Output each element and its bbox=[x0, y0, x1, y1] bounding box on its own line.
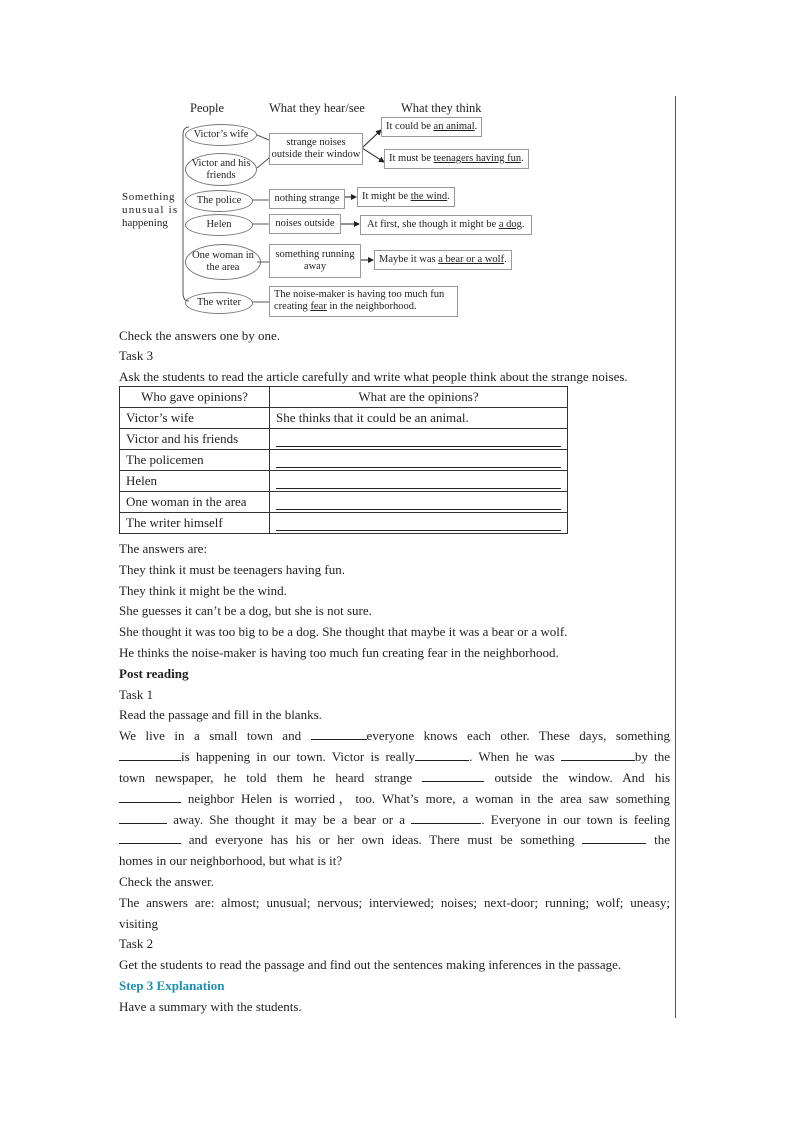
think-animal-post: . bbox=[474, 121, 478, 132]
task1-title: Task 1 bbox=[119, 687, 154, 702]
connector-wife bbox=[257, 135, 269, 140]
passage-text: outside the window. And his bbox=[484, 770, 670, 785]
header-hear-see: What they hear/see bbox=[269, 101, 365, 115]
answer-line-1: They think it must be teenagers having fun. bbox=[119, 562, 346, 577]
think-dog bbox=[360, 215, 532, 235]
answers-intro: The answers are: bbox=[119, 541, 208, 556]
table-cell-who: Victor’s wife bbox=[120, 408, 270, 429]
table-row bbox=[120, 450, 568, 471]
think-teenagers-post: . bbox=[521, 153, 524, 164]
header-think: What they think bbox=[401, 101, 482, 115]
answer-line bbox=[276, 518, 561, 531]
passage-text: We live in a small town and bbox=[119, 728, 311, 743]
table-cell-answer-blank[interactable] bbox=[270, 471, 568, 492]
person-police: The police bbox=[185, 190, 253, 212]
task1-instruction: Read the passage and fill in the blanks. bbox=[119, 707, 322, 722]
passage-text: is happening in our town. Victor is really bbox=[181, 749, 416, 764]
think-dog-pre: At first, she though it might be bbox=[367, 219, 497, 230]
think-animal-pre: It could be bbox=[386, 121, 431, 132]
task2-instruction: Get the students to read the passage and find out the sentences making inferences in the passage. bbox=[119, 957, 622, 972]
opinions-table bbox=[119, 386, 568, 534]
table-cell-opinion: She thinks that it could be an animal. bbox=[270, 408, 568, 429]
root-label-1: Something bbox=[122, 191, 176, 203]
root-label-3: happening bbox=[122, 217, 168, 229]
writer-opinion-fear: fear bbox=[310, 301, 327, 312]
connector-friends bbox=[257, 158, 269, 168]
answers2-line-2: visiting bbox=[119, 916, 159, 931]
answers2-line-1: The answers are: almost; unusual; nervous; interviewed; noises; next-door; running; wolf; uneasy; bbox=[119, 895, 670, 910]
answer-line bbox=[276, 434, 561, 447]
writer-opinion-line-1: The noise-maker is having too much fun bbox=[274, 289, 445, 300]
hear-strange-noises: strange noises outside their window bbox=[269, 133, 363, 165]
passage-text: . Everyone in our town is feeling bbox=[481, 812, 671, 827]
think-wind bbox=[357, 187, 455, 207]
passage-line-5 bbox=[119, 812, 670, 828]
passage-line-6 bbox=[119, 832, 670, 848]
think-bear bbox=[374, 250, 512, 270]
hear-nothing-strange: nothing strange bbox=[269, 189, 345, 209]
think-dog-post: . bbox=[521, 219, 525, 230]
answer-line-4: She thought it was too big to be a dog. She thought that maybe it was a bear or a wolf. bbox=[119, 624, 568, 639]
fill-blank[interactable] bbox=[415, 749, 469, 761]
writer-opinion-post: in the neighborhood. bbox=[329, 301, 417, 312]
arrow-animal bbox=[362, 130, 381, 148]
check-one-by-one: Check the answers one by one. bbox=[119, 328, 281, 343]
table-cell-answer-blank[interactable] bbox=[270, 450, 568, 471]
person-helen: Helen bbox=[185, 214, 253, 236]
think-bear-pre: Maybe it was bbox=[379, 254, 436, 265]
hear-noises-outside: noises outside bbox=[269, 214, 341, 234]
arrow-teenagers bbox=[362, 148, 384, 162]
answer-line bbox=[276, 476, 561, 489]
table-cell-answer-blank[interactable] bbox=[270, 492, 568, 513]
table-cell-who: The writer himself bbox=[120, 513, 270, 534]
table-cell-who: One woman in the area bbox=[120, 492, 270, 513]
passage-line-2 bbox=[119, 749, 670, 765]
table-row bbox=[120, 471, 568, 492]
fill-blank[interactable] bbox=[582, 832, 646, 844]
passage-text: . When he was bbox=[469, 749, 561, 764]
fill-blank[interactable] bbox=[411, 812, 481, 824]
table-header-row bbox=[120, 387, 568, 408]
think-teenagers bbox=[384, 149, 529, 169]
check-answer: Check the answer. bbox=[119, 874, 214, 889]
writer-opinion-box bbox=[269, 286, 458, 317]
think-wind-post: . bbox=[447, 191, 450, 202]
summary-line: Have a summary with the students. bbox=[119, 999, 302, 1014]
writer-opinion-line-2 bbox=[274, 301, 453, 313]
fill-blank[interactable] bbox=[119, 791, 181, 803]
header-people: People bbox=[190, 101, 225, 115]
passage-text: town newspaper, he told them he heard strange bbox=[119, 770, 423, 785]
bracket-line bbox=[183, 127, 189, 301]
person-victor-and-friends: Victor and his friends bbox=[185, 153, 257, 186]
person-victors-wife: Victor’s wife bbox=[185, 124, 257, 146]
table-cell-who: The policemen bbox=[120, 450, 270, 471]
page-margin-rule bbox=[675, 96, 676, 1018]
think-wind-pre: It might be bbox=[362, 191, 409, 202]
table-header-who: Who gave opinions? bbox=[120, 387, 270, 408]
post-reading-heading: Post reading bbox=[119, 666, 189, 681]
step3-heading: Step 3 Explanation bbox=[119, 978, 225, 993]
task3-instruction: Ask the students to read the article carefully and write what people think about the strange noises. bbox=[119, 369, 628, 384]
think-bear-post: . bbox=[504, 254, 507, 265]
passage-line-7: homes in our neighborhood, but what is it? bbox=[119, 853, 343, 868]
table-row bbox=[120, 492, 568, 513]
table-row bbox=[120, 513, 568, 534]
think-dog-u: a dog bbox=[498, 219, 522, 230]
answer-line bbox=[276, 455, 561, 468]
fill-blank[interactable] bbox=[561, 749, 635, 761]
person-one-woman: One woman in the area bbox=[185, 244, 261, 280]
hear-something-running: something running away bbox=[269, 244, 361, 278]
fill-blank[interactable] bbox=[422, 770, 484, 782]
table-cell-answer-blank[interactable] bbox=[270, 513, 568, 534]
person-writer: The writer bbox=[185, 292, 253, 314]
think-teenagers-pre: It must be bbox=[389, 153, 431, 164]
passage-text: the bbox=[646, 832, 671, 847]
writer-opinion-pre: creating bbox=[274, 301, 308, 312]
task3-title: Task 3 bbox=[119, 348, 154, 363]
think-animal bbox=[381, 117, 482, 137]
passage-text: neighbor Helen is worried，too. What’s more, a woman in the area saw something bbox=[181, 791, 670, 806]
table-row bbox=[120, 408, 568, 429]
fill-blank[interactable] bbox=[119, 749, 181, 761]
table-cell-answer-blank[interactable] bbox=[270, 429, 568, 450]
passage-line-3 bbox=[119, 770, 670, 786]
think-wind-u: the wind bbox=[410, 191, 448, 202]
passage-line-4 bbox=[119, 791, 670, 807]
think-teenagers-u: teenagers having fun bbox=[433, 153, 522, 164]
passage-line-1 bbox=[119, 728, 670, 744]
passage-text: everyone knows each other. These days, something bbox=[366, 728, 670, 743]
think-animal-u: an animal bbox=[433, 121, 475, 132]
passage-text: and everyone has his or her own ideas. There must be something bbox=[181, 832, 583, 847]
table-cell-who: Victor and his friends bbox=[120, 429, 270, 450]
answer-line-3: She guesses it can’t be a dog, but she is not sure. bbox=[119, 603, 372, 618]
table-row bbox=[120, 429, 568, 450]
answer-line-5: He thinks the noise-maker is having too much fun creating fear in the neighborhood. bbox=[119, 645, 559, 660]
inference-diagram bbox=[119, 0, 670, 330]
table-header-opinion: What are the opinions? bbox=[270, 387, 568, 408]
passage-text: by the bbox=[634, 749, 670, 764]
fill-blank[interactable] bbox=[119, 832, 181, 844]
answer-line-2: They think it might be the wind. bbox=[119, 583, 287, 598]
fill-blank[interactable] bbox=[119, 812, 167, 824]
task2-title: Task 2 bbox=[119, 936, 154, 951]
root-label-2: unusual is bbox=[122, 204, 179, 216]
passage-text: away. She thought it may be a bear or a bbox=[167, 812, 412, 827]
fill-blank[interactable] bbox=[311, 728, 367, 740]
think-bear-u: a bear or a wolf bbox=[438, 254, 505, 265]
answer-line bbox=[276, 497, 561, 510]
table-cell-who: Helen bbox=[120, 471, 270, 492]
